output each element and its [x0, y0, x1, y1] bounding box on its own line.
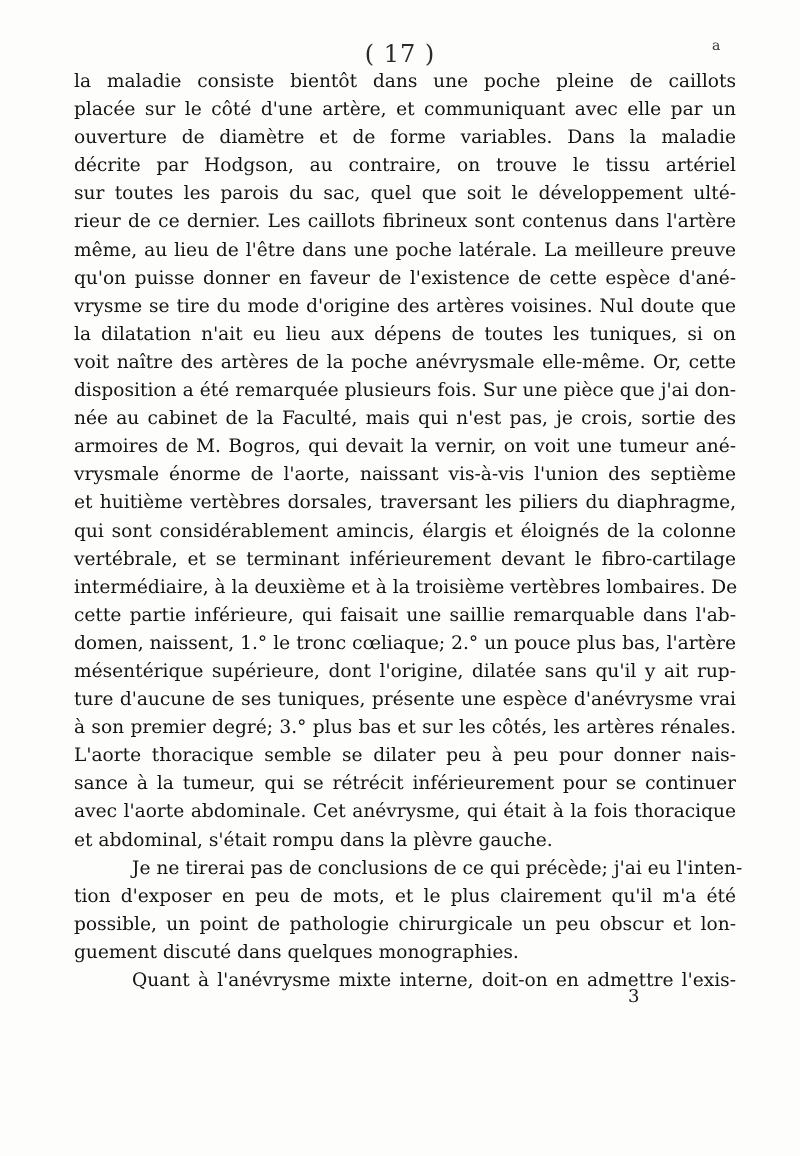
text-line: à son premier degré; 3.° plus bas et sur les côtés, les artères rénales.	[74, 717, 736, 739]
text-line: placée sur le côté d'une artère, et communiquant avec elle par un	[74, 99, 736, 121]
text-line: rieur de ce dernier. Les caillots fibrineux sont contenus dans l'artère	[74, 211, 736, 233]
text-line: avec l'aorte abdominale. Cet anévrysme, qui était à la fois thoracique	[74, 801, 736, 823]
text-line: armoires de M. Bogros, qui devait la vernir, on voit une tumeur ané-	[74, 436, 736, 458]
page-number: ( 17 )	[364, 40, 436, 68]
text-line: voit naître des artères de la poche anévrysmale elle-même. Or, cette	[74, 351, 736, 373]
text-line: qu'on puisse donner en faveur de l'existence de cette espèce d'ané-	[74, 267, 736, 289]
paragraph-start-line: Je ne tirerai pas de conclusions de ce qui précède; j'ai eu l'inten-	[132, 857, 743, 879]
text-line: sance à la tumeur, qui se rétrécit inférieurement pour se continuer	[74, 773, 736, 795]
text-line: L'aorte thoracique semble se dilater peu à peu pour donner nais-	[74, 745, 736, 767]
text-line: ouverture de diamètre et de forme variables. Dans la maladie	[74, 127, 736, 149]
signature-mark: 3	[628, 986, 640, 1007]
corner-mark: a	[712, 38, 721, 54]
text-line: vertébrale, et se terminant inférieurement devant le fibro-cartilage	[74, 548, 736, 570]
text-line: disposition a été remarquée plusieurs fois. Sur une pièce que j'ai don-	[74, 380, 736, 402]
text-line: née au cabinet de la Faculté, mais qui n'est pas, je crois, sortie des	[74, 408, 736, 430]
text-line: qui sont considérablement amincis, élargis et éloignés de la colonne	[74, 520, 736, 542]
text-line: mésentérique supérieure, dont l'origine, dilatée sans qu'il y ait rup-	[74, 660, 736, 682]
text-line: vrysme se tire du mode d'origine des artères voisines. Nul doute que	[74, 295, 736, 317]
text-line: domen, naissent, 1.° le tronc cœliaque; 2.° un pouce plus bas, l'artère	[74, 632, 736, 654]
text-line: cette partie inférieure, qui faisait une saillie remarquable dans l'ab-	[74, 604, 736, 626]
text-line: même, au lieu de l'être dans une poche latérale. La meilleure preuve	[74, 239, 736, 261]
body-text	[74, 68, 743, 995]
text-line: la dilatation n'ait eu lieu aux dépens de toutes les tuniques, si on	[74, 323, 736, 345]
text-line: tion d'exposer en peu de mots, et le plus clairement qu'il m'a été	[74, 885, 736, 907]
text-line: vrysmale énorme de l'aorte, naissant vis-à-vis l'union des septième	[74, 464, 736, 486]
text-line: ture d'aucune de ses tuniques, présente une espèce d'anévrysme vrai	[74, 689, 736, 711]
text-line: et abdominal, s'était rompu dans la plèvre gauche.	[74, 829, 553, 851]
paragraph-start-line: Quant à l'anévrysme mixte interne, doit-on en admettre l'exis-	[132, 970, 736, 991]
text-line: intermédiaire, à la deuxième et à la troisième vertèbres lombaires. De	[74, 576, 738, 598]
text-line: décrite par Hodgson, au contraire, on trouve le tissu artériel	[74, 155, 736, 177]
text-line: sur toutes les parois du sac, quel que soit le développement ulté-	[74, 183, 736, 205]
text-line: la maladie consiste bientôt dans une poche pleine de caillots	[74, 71, 736, 92]
text-line: possible, un point de pathologie chirurgicale un peu obscur et lon-	[74, 913, 736, 935]
text-line: guement discuté dans quelques monographies.	[74, 941, 519, 963]
text-line: et huitième vertèbres dorsales, traversant les piliers du diaphragme,	[74, 492, 736, 514]
